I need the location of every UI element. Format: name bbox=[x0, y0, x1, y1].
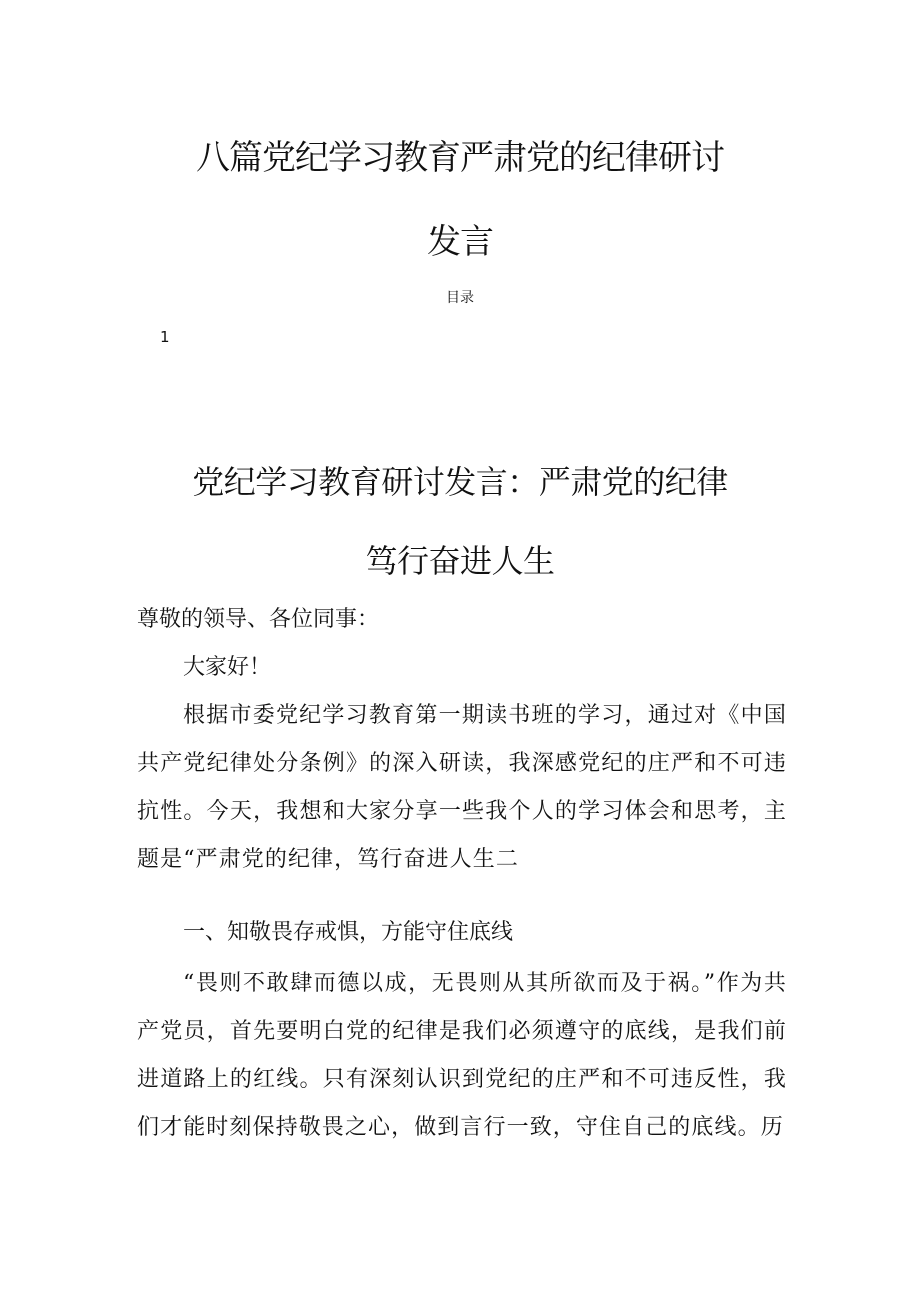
document-title-line-2: 发言 bbox=[427, 222, 493, 262]
section-title-line-2: 笃行奋进人生 bbox=[365, 542, 555, 580]
table-of-contents-label: 目录 bbox=[446, 290, 474, 306]
body-paragraph-1: 根据市委党纪学习教育第一期读书班的学习，通过对《中国共产党纪律处分条例》的深入研读，我深感党纪的庄严和不可违抗性。今天，我想和大家分享一些我个人的学习体会和思考，主题是“严肃党的纪律，笃行奋进人生二 bbox=[137, 703, 787, 872]
hello-text: 大家好！ bbox=[183, 655, 272, 680]
subheading-1: 一、知敬畏存戒惧，方能守住底线 bbox=[183, 920, 514, 945]
greeting-text: 尊敬的领导、各位同事： bbox=[137, 607, 380, 632]
toc-entry[interactable]: 1 bbox=[160, 328, 170, 346]
body-paragraph-2: “畏则不敢肆而德以成，无畏则从其所欲而及于祸。”作为共产党员，首先要明白党的纪律是我们必须遵守的底线，是我们前进道路上的红线。只有深刻认识到党纪的庄严和不可违反性，我们才能时刻保持敬畏之心，做到言行一致，守住自己的底线。历 bbox=[137, 971, 787, 1140]
document-title-line-1: 八篇党纪学习教育严肃党的纪律研讨 bbox=[196, 138, 724, 178]
section-title-line-1: 党纪学习教育研讨发言：严肃党的纪律 bbox=[192, 463, 728, 501]
